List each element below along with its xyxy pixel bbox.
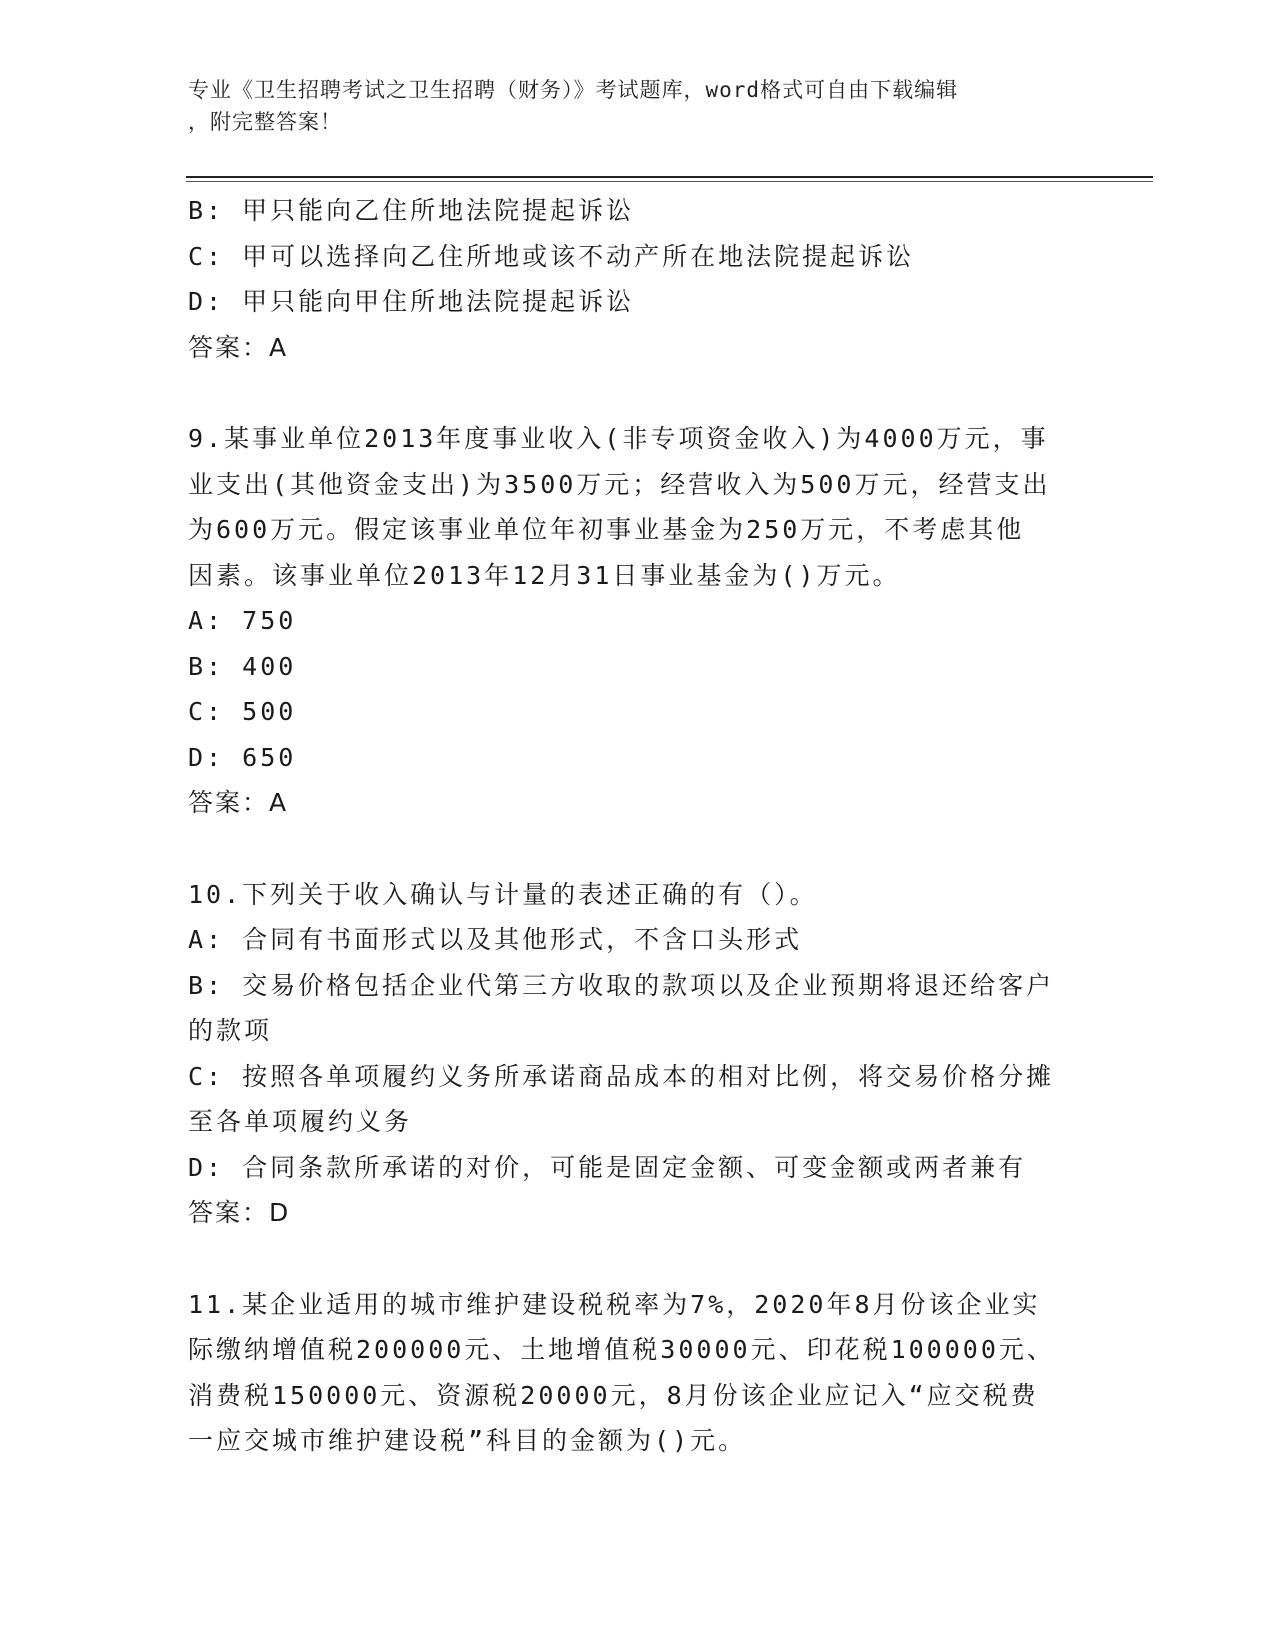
q10-stem: 10.下列关于收入确认与计量的表述正确的有（）。	[188, 879, 818, 909]
q11-stem-line-3: 消费税150000元、资源税20000元，8月份该企业应记入“应交税费	[188, 1380, 1039, 1410]
q9-stem-line-2: 业支出(其他资金支出)为3500万元；经营收入为500万元，经营支出	[188, 469, 1051, 499]
q9-option-a: A: 750	[188, 606, 297, 635]
q10-option-c-line-2: 至各单项履约义务	[188, 1107, 413, 1136]
header-rule-thin	[186, 181, 1153, 182]
q9-answer: 答案：A	[188, 788, 289, 817]
q11-stem-line-4: 一应交城市维护建设税”科目的金额为()元。	[188, 1426, 747, 1455]
header-line-1: 专业《卫生招聘考试之卫生招聘（财务）》考试题库，word格式可自由下载编辑	[188, 78, 959, 102]
q8-option-d: D: 甲只能向甲住所地法院提起诉讼	[188, 287, 635, 316]
question-9	[188, 416, 1088, 826]
q10-option-b-line-2: 的款项	[188, 1016, 273, 1045]
q8-option-b: B: 甲只能向乙住所地法院提起诉讼	[188, 196, 635, 225]
q10-option-b-line-1: B: 交易价格包括企业代第三方收取的款项以及企业预期将退还给客户	[188, 970, 1055, 1000]
q9-option-d: D: 650	[188, 742, 297, 772]
header-line-2: ，附完整答案！	[188, 110, 342, 134]
q10-option-d: D: 合同条款所承诺的对价，可能是固定金额、可变金额或两者兼有	[188, 1152, 1027, 1182]
q11-stem-line-1: 11.某企业适用的城市维护建设税税率为7%，2020年8月份该企业实	[188, 1289, 1041, 1319]
q9-stem-line-4: 因素。该事业单位2013年12月31日事业基金为()万元。	[188, 560, 901, 590]
q10-answer: 答案：D	[188, 1198, 291, 1227]
q10-option-a: A: 合同有书面形式以及其他形式，不含口头形式	[188, 925, 803, 954]
q10-option-c-line-1: C: 按照各单项履约义务所承诺商品成本的相对比例，将交易价格分摊	[188, 1061, 1055, 1091]
q9-option-c: C: 500	[188, 697, 297, 726]
question-8	[188, 188, 1088, 370]
question-10	[188, 872, 1088, 1236]
q9-stem-line-3: 为600万元。假定该事业单位年初事业基金为250万元，不考虑其他	[188, 515, 1025, 544]
q11-stem-line-2: 际缴纳增值税200000元、土地增值税30000元、印花税100000元、	[188, 1335, 1055, 1364]
q8-option-c: C: 甲可以选择向乙住所地或该不动产所在地法院提起诉讼	[188, 241, 915, 271]
q9-option-b: B: 400	[188, 651, 297, 681]
q8-answer: 答案：A	[188, 332, 289, 362]
header-rule	[186, 176, 1153, 178]
q9-stem-line-1: 9.某事业单位2013年度事业收入(非专项资金收入)为4000万元，事	[188, 424, 1049, 453]
document-header	[188, 74, 1068, 138]
question-11	[188, 1282, 1088, 1464]
document-body	[188, 188, 1088, 1464]
